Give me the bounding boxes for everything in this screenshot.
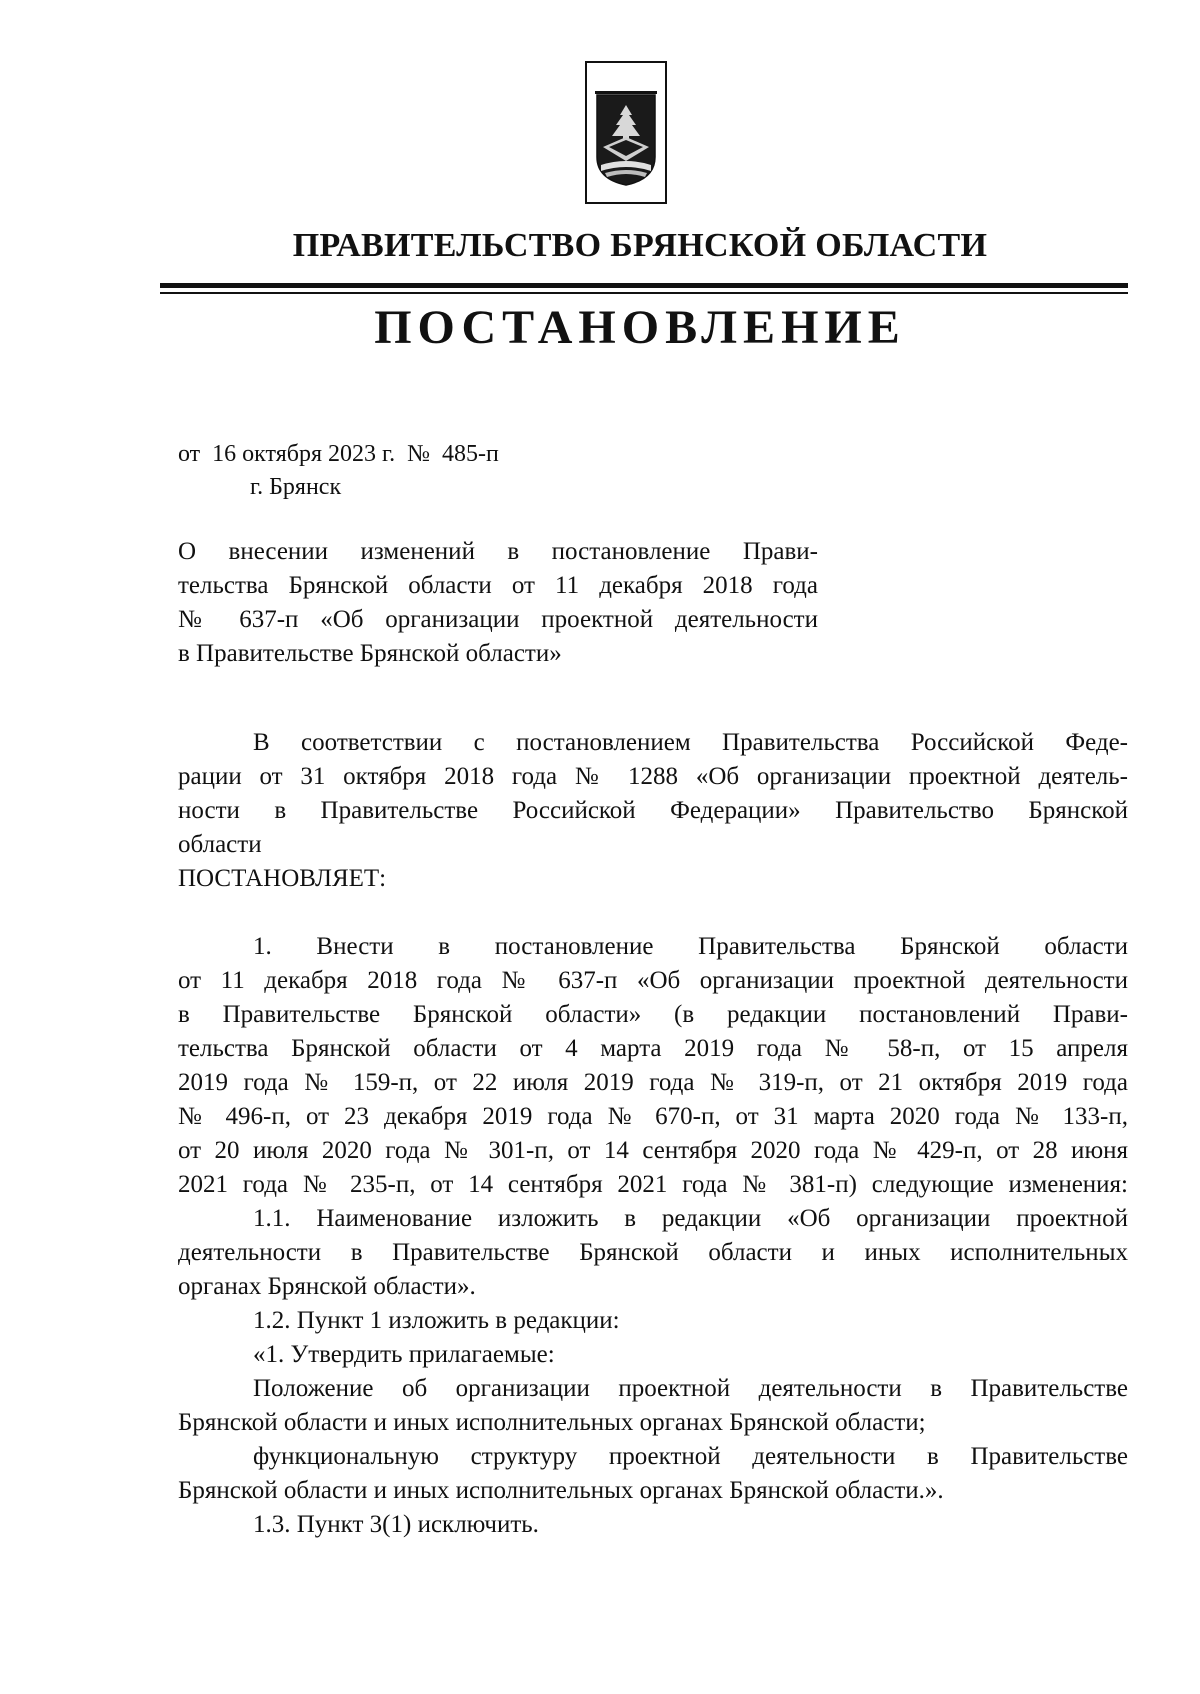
item-1-2-line: Положение об организации проектной деятельности в Правительстве — [253, 1375, 1128, 1402]
item-1-line: 2019 года № 159-п, от 22 июля 2019 года № 319-п, от 21 октября 2019 года — [178, 1069, 1128, 1096]
preamble-line: В соответствии с постановлением Правительства Российской Феде- — [253, 729, 1128, 756]
item-1-3-line: 1.3. Пункт 3(1) исключить. — [253, 1511, 539, 1538]
item-1-line: № 496-п, от 23 декабря 2019 года № 670-п, от 31 марта 2020 года № 133-п, — [178, 1103, 1128, 1130]
document-date-number: от 16 октября 2023 г. № 485-п — [178, 441, 499, 467]
item-1-line: 2021 года № 235-п, от 14 сентября 2021 года № 381-п) следующие изменения: — [178, 1171, 1128, 1198]
item-1-1-line: органах Брянской области». — [178, 1273, 476, 1300]
organization-title: ПРАВИТЕЛЬСТВО БРЯНСКОЙ ОБЛАСТИ — [292, 227, 988, 264]
item-1-line: в Правительстве Брянской области» (в редакции постановлений Прави- — [178, 1001, 1128, 1028]
decree-word: ПОСТАНОВЛЯЕТ: — [178, 865, 387, 892]
document-subject — [178, 535, 818, 671]
subject-line: О внесении изменений в постановление Прави- — [178, 538, 818, 565]
item-1-line: от 20 июля 2020 года № 301-п, от 14 сентября 2020 года № 429-п, от 28 июня — [178, 1137, 1128, 1164]
item-1-2-line: «1. Утвердить прилагаемые: — [253, 1341, 555, 1368]
item-1-2-line: 1.2. Пункт 1 изложить в редакции: — [253, 1307, 620, 1334]
document-city: г. Брянск — [250, 474, 342, 500]
item-1-line: тельства Брянской области от 4 марта 2019 года № 58-п, от 15 апреля — [178, 1035, 1128, 1062]
item-1-line: 1. Внести в постановление Правительства Брянской области — [253, 933, 1128, 960]
subject-line: в Правительстве Брянской области» — [178, 640, 562, 667]
preamble-line: области — [178, 831, 262, 858]
item-1-1-line: 1.1. Наименование изложить в редакции «Об организации проектной — [253, 1205, 1128, 1232]
item-1-2-line: Брянской области и иных исполнительных органах Брянской области; — [178, 1409, 926, 1436]
preamble-line: ности в Правительстве Российской Федерации» Правительство Брянской — [178, 797, 1128, 824]
header-divider-thick — [160, 283, 1128, 288]
paragraph-gap — [178, 896, 1128, 930]
header-divider-thin — [160, 292, 1128, 294]
preamble-line: рации от 31 октября 2018 года № 1288 «Об организации проектной деятель- — [178, 763, 1128, 790]
document-body — [178, 726, 1128, 1542]
item-1-line: от 11 декабря 2018 года № 637-п «Об организации проектной деятельности — [178, 967, 1128, 994]
coat-of-arms-icon — [585, 61, 667, 204]
document-type-title: ПОСТАНОВЛЕНИЕ — [374, 301, 906, 354]
item-1-2-line: Брянской области и иных исполнительных органах Брянской области.». — [178, 1477, 944, 1504]
subject-line: № 637-п «Об организации проектной деятельности — [178, 606, 818, 633]
item-1-2-line: функциональную структуру проектной деятельности в Правительстве — [253, 1443, 1128, 1470]
subject-line: тельства Брянской области от 11 декабря 2018 года — [178, 572, 818, 599]
item-1-1-line: деятельности в Правительстве Брянской области и иных исполнительных — [178, 1239, 1128, 1266]
